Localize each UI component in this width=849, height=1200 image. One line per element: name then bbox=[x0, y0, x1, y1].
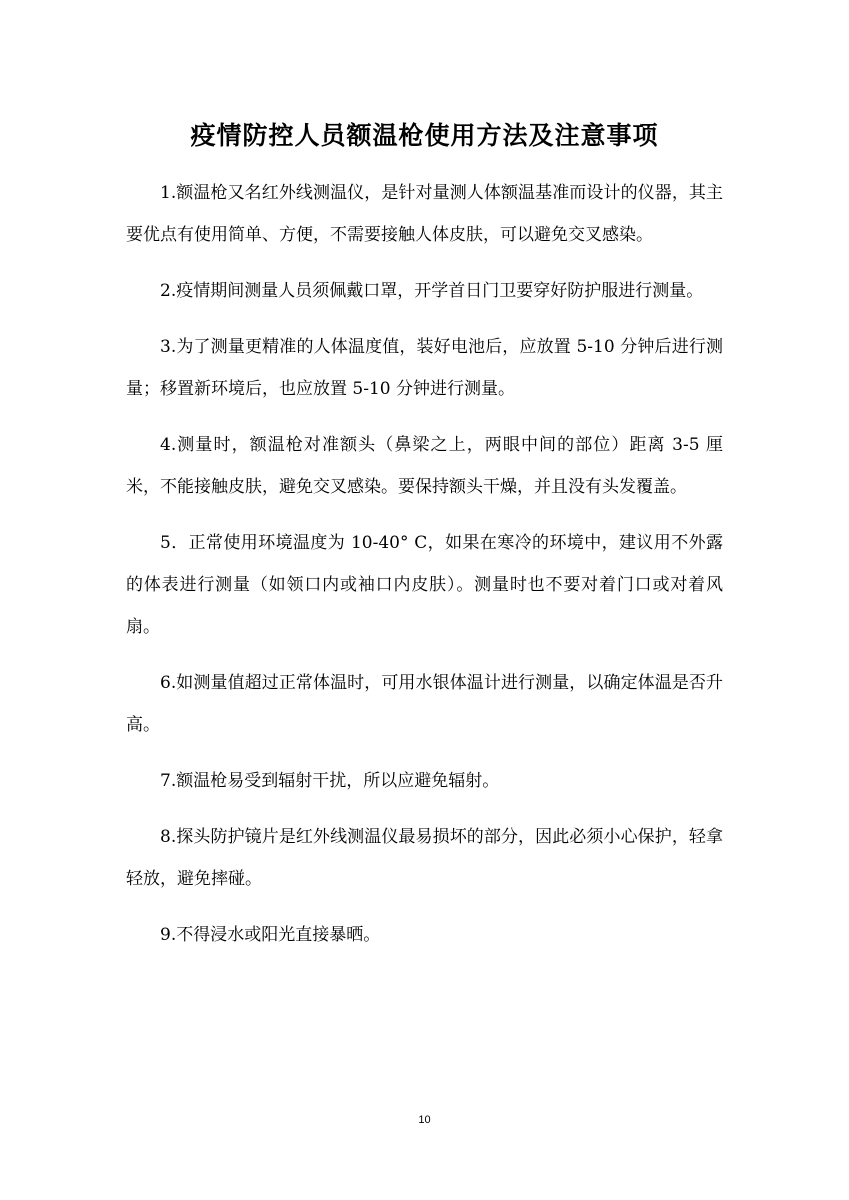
paragraph-1: 1.额温枪又名红外线测温仪，是针对量测人体额温基准而设计的仪器，其主要优点有使用简单、方便，不需要接触人体皮肤，可以避免交叉感染。 bbox=[126, 183, 723, 245]
paragraph-4: 4.测量时，额温枪对准额头（鼻梁之上，两眼中间的部位）距离 3-5 厘米，不能接触皮肤，避免交叉感染。要保持额头干燥，并且没有头发覆盖。 bbox=[126, 435, 723, 497]
paragraph-2: 2.疫情期间测量人员须佩戴口罩，开学首日门卫要穿好防护服进行测量。 bbox=[160, 281, 704, 301]
page-number: 10 bbox=[418, 1114, 431, 1126]
paragraph-8: 8.探头防护镜片是红外线测温仪最易损坏的部分，因此必须小心保护，轻拿轻放，避免摔碰。 bbox=[126, 827, 723, 889]
document-body bbox=[126, 172, 723, 970]
document-title: 疫情防控人员额温枪使用方法及注意事项 bbox=[190, 121, 659, 150]
paragraph-3: 3.为了测量更精准的人体温度值，装好电池后，应放置 5-10 分钟后进行测量；移置新环境后，也应放置 5-10 分钟进行测量。 bbox=[126, 337, 723, 399]
paragraph-5: 5．正常使用环境温度为 10-40° C，如果在寒冷的环境中，建议用不外露的体表进行测量（如领口内或袖口内皮肤）。测量时也不要对着门口或对着风扇。 bbox=[126, 533, 723, 637]
paragraph-9: 9.不得浸水或阳光直接暴晒。 bbox=[160, 925, 381, 945]
paragraph-7: 7.额温枪易受到辐射干扰，所以应避免辐射。 bbox=[160, 771, 500, 791]
paragraph-6: 6.如测量值超过正常体温时，可用水银体温计进行测量，以确定体温是否升高。 bbox=[126, 673, 723, 735]
